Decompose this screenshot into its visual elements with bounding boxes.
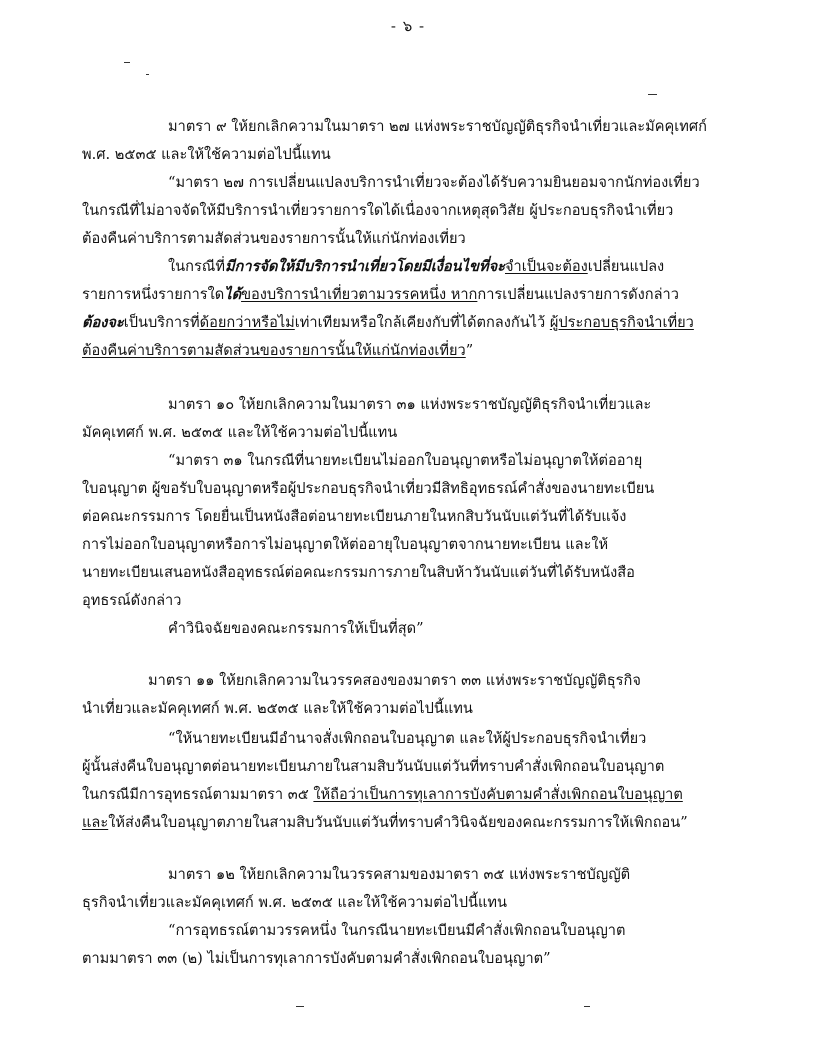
- section-10-line-2: มัคคุเทศก์ พ.ศ. ๒๕๓๕ และให้ใช้ความต่อไปนี้แทน: [82, 424, 398, 441]
- inserted-text: ของบริการนำเที่ยวตามวรรคหนึ่ง หาก: [241, 286, 478, 303]
- inserted-text: ผู้ประกอบธุรกิจนำเที่ยว: [549, 314, 694, 331]
- section-27-amended-line-1: [168, 256, 664, 278]
- text-run: ”: [465, 342, 474, 359]
- section-11-line-1: มาตรา ๑๑ ให้ยกเลิกความในวรรคสองของมาตรา ๓๓ แห่งพระราชบัญญัติธุรกิจ: [148, 672, 641, 689]
- section-31-line-5: นายทะเบียนเสนอหนังสืออุทธรณ์ต่อคณะกรรมการภายในสิบห้าวันนับแต่วันที่ได้รับหนังสือ: [82, 564, 635, 581]
- struck-text: ได้: [224, 286, 242, 303]
- text-run: การเปลี่ยนแปลงรายการดังกล่าว: [477, 286, 679, 303]
- scan-speck: [146, 74, 149, 75]
- section-35-line-1: “การอุทธรณ์ตามวรรคหนึ่ง ในกรณีนายทะเบียนมีคำสั่งเพิกถอนใบอนุญาต: [168, 922, 626, 939]
- section-12-line-1: มาตรา ๑๒ ให้ยกเลิกความในวรรคสามของมาตรา ๓๕ แห่งพระราชบัญญัติ: [168, 866, 631, 883]
- section-27-line-1: “มาตรา ๒๗ การเปลี่ยนแปลงบริการนำเที่ยวจะต้องได้รับความยินยอมจากนักท่องเที่ยว: [168, 174, 700, 191]
- scan-speck: [124, 62, 130, 63]
- section-27-amended-line-4: [82, 340, 473, 362]
- scan-speck: [296, 1006, 304, 1007]
- inserted-text: ด้อยกว่าหรือไม่: [199, 314, 295, 331]
- text-run: ให้ส่งคืนใบอนุญาตภายในสามสิบวันนับแต่วันที่ทราบคำวินิจฉัยของคณะกรรมการให้เพิกถอน”: [108, 814, 688, 831]
- section-31-line-6: อุทธรณ์ดังกล่าว: [82, 592, 182, 609]
- inserted-text: ต้องคืนค่าบริการตามสัดส่วนของรายการนั้นให้แก่นักท่องเที่ยว: [82, 342, 466, 359]
- text-run: เท่าเทียมหรือใกล้เคียงกับที่ได้ตกลงกันไว้: [294, 314, 550, 331]
- section-33-line-3: [82, 784, 683, 806]
- section-10-line-1: มาตรา ๑๐ ให้ยกเลิกความในมาตรา ๓๑ แห่งพระราชบัญญัติธุรกิจนำเที่ยวและ: [168, 396, 652, 413]
- text-run: ในกรณีมีการอุทธรณ์ตามมาตรา ๓๕: [82, 786, 314, 803]
- section-35-line-2: ตามมาตรา ๓๓ (๒) ไม่เป็นการทุเลาการบังคับตามคำสั่งเพิกถอนใบอนุญาต”: [82, 950, 551, 967]
- struck-text: มีการจัดให้มีบริการนำเที่ยวโดยมีเงื่อนไขที่จะ: [224, 258, 505, 275]
- section-11-line-2: นำเที่ยวและมัคคุเทศก์ พ.ศ. ๒๕๓๕ และให้ใช้ความต่อไปนี้แทน: [82, 700, 473, 717]
- text-run: รายการหนึ่งรายการใด: [82, 286, 225, 303]
- text-run: เปลี่ยนแปลง: [587, 258, 665, 275]
- page-number: - ๖ -: [390, 17, 426, 35]
- section-9-line-1: มาตรา ๙ ให้ยกเลิกความในมาตรา ๒๗ แห่งพระราชบัญญัติธุรกิจนำเที่ยวและมัคคุเทศก์: [168, 118, 707, 135]
- struck-text: ต้องจะ: [82, 314, 124, 331]
- scan-speck: [584, 1006, 590, 1007]
- section-33-line-4: [82, 812, 688, 834]
- inserted-text: และ: [82, 814, 109, 831]
- section-27-line-2: ในกรณีที่ไม่อาจจัดให้มีบริการนำเที่ยวรายการใดได้เนื่องจากเหตุสุดวิสัย ผู้ประกอบธุรกิจนำเที่ยว: [82, 202, 674, 219]
- section-27-amended-line-2: [82, 284, 679, 306]
- section-12-line-2: ธุรกิจนำเที่ยวและมัคคุเทศก์ พ.ศ. ๒๕๓๕ และให้ใช้ความต่อไปนี้แทน: [82, 894, 508, 911]
- section-27-amended-line-3: [82, 312, 694, 334]
- inserted-text: จำเป็นจะต้อง: [504, 258, 588, 275]
- section-27-line-3: ต้องคืนค่าบริการตามสัดส่วนของรายการนั้นให้แก่นักท่องเที่ยว: [82, 230, 466, 247]
- section-31-line-3: ต่อคณะกรรมการ โดยยื่นเป็นหนังสือต่อนายทะเบียนภายในหกสิบวันนับแต่วันที่ได้รับแจ้ง: [82, 508, 627, 525]
- section-33-line-1: “ให้นายทะเบียนมีอำนาจสั่งเพิกถอนใบอนุญาต และให้ผู้ประกอบธุรกิจนำเที่ยว: [168, 730, 647, 747]
- section-9-line-2: พ.ศ. ๒๕๓๕ และให้ใช้ความต่อไปนี้แทน: [82, 146, 331, 163]
- scan-speck: [648, 94, 657, 95]
- text-run: ในกรณีที่: [168, 258, 225, 275]
- section-31-line-7: คำวินิจฉัยของคณะกรรมการให้เป็นที่สุด”: [168, 620, 424, 637]
- section-31-line-2: ใบอนุญาต ผู้ขอรับใบอนุญาตหรือผู้ประกอบธุรกิจนำเที่ยวมีสิทธิอุทธรณ์คำสั่งของนายทะเบียน: [82, 480, 655, 497]
- section-31-line-4: การไม่ออกใบอนุญาตหรือการไม่อนุญาตให้ต่ออายุใบอนุญาตจากนายทะเบียน และให้: [82, 536, 609, 553]
- section-33-line-2: ผู้นั้นส่งคืนใบอนุญาตต่อนายทะเบียนภายในสามสิบวันนับแต่วันที่ทราบคำสั่งเพิกถอนใบอนุญาต: [82, 758, 665, 775]
- inserted-text: ให้ถือว่าเป็นการทุเลาการบังคับตามคำสั่งเพิกถอนใบอนุญาต: [313, 786, 683, 803]
- text-run: เป็นบริการที่: [123, 314, 200, 331]
- section-31-line-1: “มาตรา ๓๑ ในกรณีที่นายทะเบียนไม่ออกใบอนุญาตหรือไม่อนุญาตให้ต่ออายุ: [168, 452, 643, 469]
